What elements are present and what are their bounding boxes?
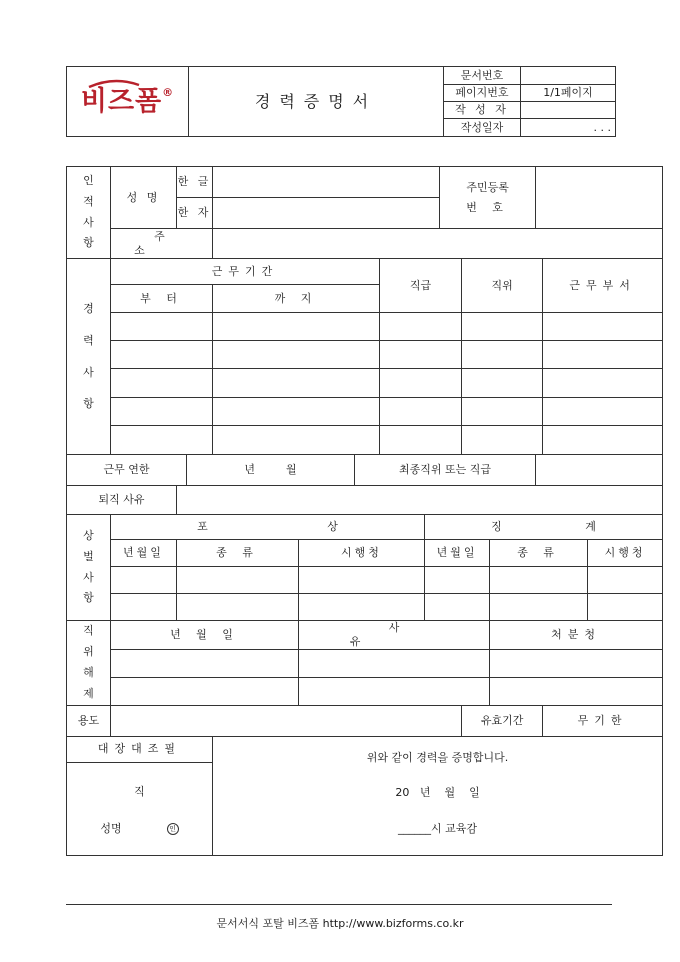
logo-cell: [67, 67, 189, 137]
discipline-type-field[interactable]: [490, 594, 588, 621]
career-to-field[interactable]: [213, 369, 380, 398]
dismissal-reason-text: 사 유: [349, 621, 478, 649]
dismissal-agency-field[interactable]: [490, 650, 663, 678]
reward-agency-label: 시행청: [299, 540, 425, 567]
hanja-name-field[interactable]: [213, 198, 440, 229]
date-value[interactable]: . . .: [521, 119, 616, 137]
rrn-label-line1: 주민등록: [466, 180, 509, 194]
work-years-label: 근무 연한: [67, 455, 187, 486]
discipline-label-text: 징 계: [491, 520, 636, 534]
year-unit: 년: [244, 463, 255, 477]
career-section-text: 경력사항: [83, 301, 94, 411]
awards-section-text: 상벌사항: [83, 528, 94, 605]
author-value[interactable]: [521, 102, 616, 119]
signer-name-line: [67, 822, 212, 836]
dismissal-reason-label: [299, 621, 490, 650]
career-to-field[interactable]: [213, 398, 380, 426]
hangul-name-field[interactable]: [213, 167, 440, 198]
career-position-field[interactable]: [462, 313, 543, 341]
ledger-check-label: 대장대조필: [67, 736, 213, 762]
certification-statement: 위와 같이 경력을 증명합니다.: [366, 750, 509, 764]
reward-date-field[interactable]: [111, 567, 177, 594]
dismissal-row: [67, 677, 663, 705]
dismissal-agency-field[interactable]: [490, 677, 663, 705]
rrn-field[interactable]: [536, 167, 663, 229]
address-label: [111, 229, 213, 259]
grade-label: 직급: [380, 259, 462, 313]
career-dept-field[interactable]: [543, 426, 663, 455]
signer-job-label: 직: [134, 784, 145, 798]
rrn-label: [440, 167, 536, 229]
career-section-label: [67, 259, 111, 455]
career-from-field[interactable]: [111, 426, 213, 455]
bizforms-logo: [81, 86, 174, 117]
awards-section-label: [67, 515, 111, 621]
identity-section-text: 인적사항: [83, 173, 94, 250]
page-title-cell: [189, 67, 444, 137]
dismissal-agency-label: 처분청: [490, 621, 663, 650]
career-to-field[interactable]: [213, 341, 380, 369]
address-field[interactable]: [213, 229, 663, 259]
ledger-check-box: [67, 762, 213, 855]
career-from-field[interactable]: [111, 369, 213, 398]
career-to-field[interactable]: [213, 426, 380, 455]
dismissal-row: [67, 650, 663, 678]
document-header: [66, 66, 616, 137]
reward-type-label: 종 류: [177, 540, 299, 567]
career-dept-field[interactable]: [543, 398, 663, 426]
dismissal-reason-field[interactable]: [299, 650, 490, 678]
reward-label: [111, 515, 425, 540]
usage-field[interactable]: [111, 705, 462, 736]
address-label-text: 주 소: [134, 229, 209, 257]
dismissal-section-text: 직위해제: [83, 624, 94, 700]
usage-label: 용도: [67, 705, 111, 736]
career-row: [67, 341, 663, 369]
final-position-field[interactable]: [536, 455, 663, 486]
certification-date-line: 20 년 월 일: [395, 786, 480, 800]
career-grade-field[interactable]: [380, 341, 462, 369]
career-grade-field[interactable]: [380, 369, 462, 398]
signer-name-label: 성명: [100, 822, 122, 836]
resign-reason-label: 퇴직 사유: [67, 486, 177, 515]
logo-text: 비즈폼: [80, 85, 163, 117]
doc-number-label: 문서번호: [444, 67, 521, 85]
period-to-label: 까 지: [213, 285, 380, 313]
career-position-field[interactable]: [462, 426, 543, 455]
issuer-line: [213, 822, 662, 836]
career-position-field[interactable]: [462, 369, 543, 398]
career-grade-field[interactable]: [380, 398, 462, 426]
discipline-agency-field[interactable]: [588, 594, 663, 621]
dismissal-date-field[interactable]: [111, 650, 299, 678]
awards-row: [67, 594, 663, 621]
validity-value: 무기한: [543, 705, 663, 736]
date-label: 작성일자: [444, 119, 521, 137]
hanja-label: 한 자: [177, 198, 213, 229]
reward-date-field[interactable]: [111, 594, 177, 621]
career-row: [67, 369, 663, 398]
resign-reason-field[interactable]: [177, 486, 663, 515]
doc-number-value[interactable]: [521, 67, 616, 85]
career-grade-field[interactable]: [380, 426, 462, 455]
page-number-value: 1/1페이지: [521, 85, 616, 102]
career-position-field[interactable]: [462, 398, 543, 426]
career-certificate-form: [66, 166, 663, 856]
month-unit: 월: [286, 463, 297, 477]
career-dept-field[interactable]: [543, 313, 663, 341]
page-number-label: 페이지번호: [444, 85, 521, 102]
page-title: 경력증명서: [254, 91, 378, 111]
career-to-field[interactable]: [213, 313, 380, 341]
work-period-label: 근무기간: [111, 259, 380, 285]
issuer-blank[interactable]: ______: [398, 822, 432, 836]
department-label: 근무부서: [543, 259, 663, 313]
author-label: 작 성 자: [444, 102, 521, 119]
period-from-label: 부 터: [111, 285, 213, 313]
certification-statement-cell: [213, 736, 663, 855]
career-dept-field[interactable]: [543, 369, 663, 398]
discipline-date-field[interactable]: [425, 594, 490, 621]
dismissal-date-label: 년 월 일: [111, 621, 299, 650]
reward-agency-field[interactable]: [299, 594, 425, 621]
logo-swoosh-icon: [87, 79, 141, 89]
issuer-title: 시 교육감: [431, 822, 478, 836]
reward-agency-field[interactable]: [299, 567, 425, 594]
dismissal-reason-field[interactable]: [299, 677, 490, 705]
career-row: [67, 426, 663, 455]
career-row: [67, 398, 663, 426]
career-row: [67, 313, 663, 341]
reward-type-field[interactable]: [177, 567, 299, 594]
career-from-field[interactable]: [111, 341, 213, 369]
discipline-type-label: 종 류: [490, 540, 588, 567]
dismissal-section-label: [67, 621, 111, 706]
registered-mark: ®: [162, 85, 175, 99]
career-dept-field[interactable]: [543, 341, 663, 369]
identity-section-label: [67, 167, 111, 259]
discipline-date-label: 년월일: [425, 540, 490, 567]
discipline-date-field[interactable]: [425, 567, 490, 594]
discipline-type-field[interactable]: [490, 567, 588, 594]
footer-divider: [66, 904, 612, 905]
career-from-field[interactable]: [111, 313, 213, 341]
reward-date-label: 년월일: [111, 540, 177, 567]
work-years-field[interactable]: [187, 455, 355, 486]
rrn-label-line2: 번 호: [466, 200, 509, 214]
reward-label-text: 포 상: [197, 520, 396, 534]
awards-row: [67, 567, 663, 594]
career-from-field[interactable]: [111, 398, 213, 426]
discipline-label: [425, 515, 663, 540]
position-label: 직위: [462, 259, 543, 313]
reward-type-field[interactable]: [177, 594, 299, 621]
hangul-label: 한 글: [177, 167, 213, 198]
career-grade-field[interactable]: [380, 313, 462, 341]
career-position-field[interactable]: [462, 341, 543, 369]
dismissal-date-field[interactable]: [111, 677, 299, 705]
footer-text[interactable]: 문서서식 포탈 비즈폼 http://www.bizforms.co.kr: [216, 917, 464, 930]
discipline-agency-field[interactable]: [588, 567, 663, 594]
validity-label: 유효기간: [462, 705, 543, 736]
seal-icon: 인: [167, 823, 179, 835]
name-label: 성 명: [111, 167, 177, 229]
final-position-label: 최종직위 또는 직급: [355, 455, 536, 486]
discipline-agency-label: 시행청: [588, 540, 663, 567]
